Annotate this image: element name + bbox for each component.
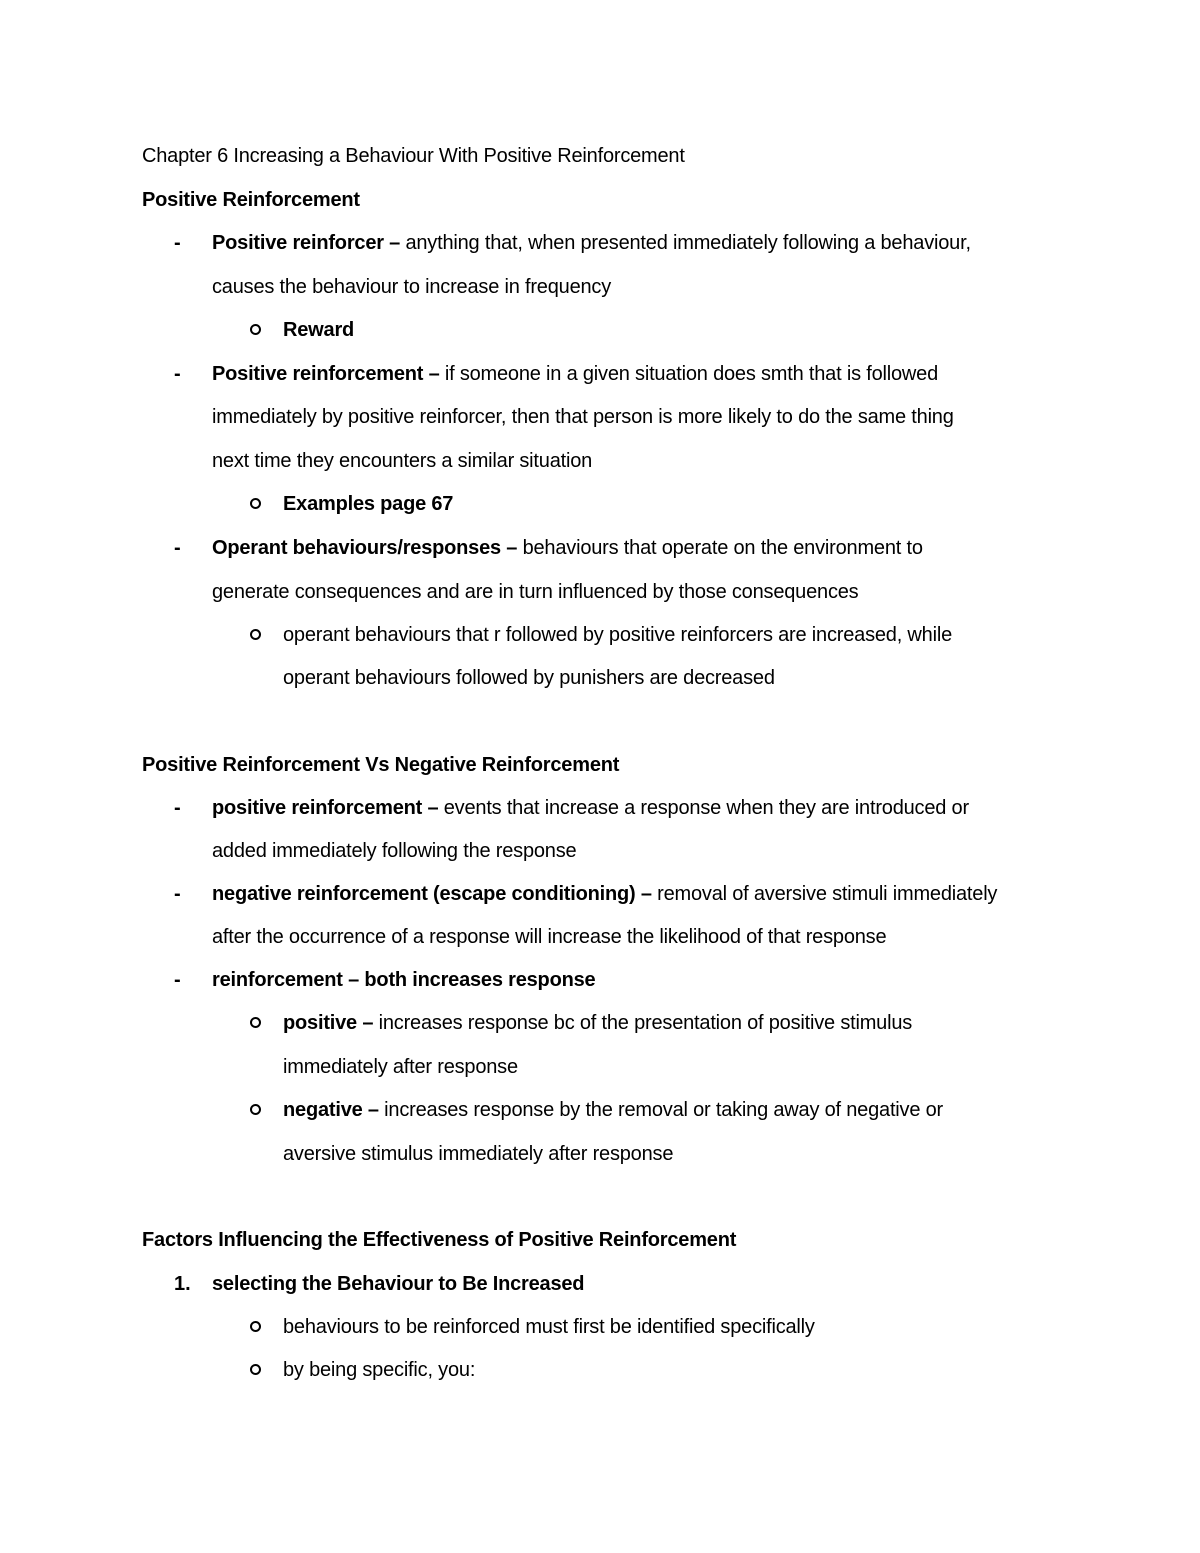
sub-item-continuation: immediately after response [283,1056,518,1078]
term: Positive reinforcer – [212,232,401,254]
list-item-continuation: immediately by positive reinforcer, then that person is more likely to do the same thing [212,406,954,428]
sub-item-reward: Reward [283,319,355,341]
term: negative reinforcement (escape conditioning) – [212,883,652,905]
list-item-continuation: generate consequences and are in turn influenced by those consequences [212,581,859,603]
sub-item-continuation: operant behaviours followed by punishers are decreased [283,667,775,689]
list-item-selecting-behaviour: selecting the Behaviour to Be Increased [212,1273,585,1295]
list-item-continuation: after the occurrence of a response will increase the likelihood of that response [212,926,887,948]
circle-bullet [250,498,261,509]
list-item-positive-reinforcer [212,230,971,256]
definition: removal of aversive stimuli immediately [651,883,998,905]
circle-bullet [250,1321,261,1332]
dash-bullet: - [174,363,181,385]
dash-bullet: - [174,883,181,905]
list-item-continuation: next time they encounters a similar situation [212,450,593,472]
section-heading-positive-reinforcement: Positive Reinforcement [142,189,360,211]
circle-bullet [250,1017,261,1028]
dash-bullet: - [174,969,181,991]
list-item-continuation: added immediately following the response [212,840,577,862]
circle-bullet [250,629,261,640]
numbered-marker: 1. [174,1273,191,1295]
dash-bullet: - [174,232,181,254]
list-item-reinforcement: reinforcement – both increases response [212,969,596,991]
dash-bullet: - [174,537,181,559]
definition: events that increase a response when they are introduced or [438,797,969,819]
circle-bullet [250,1104,261,1115]
definition: increases response bc of the presentation of positive stimulus [373,1012,913,1034]
sub-item-operant: operant behaviours that r followed by positive reinforcers are increased, while [283,624,953,646]
sub-item-specific: by being specific, you: [283,1359,476,1381]
term: positive – [283,1012,374,1034]
sub-item-identified: behaviours to be reinforced must first be identified specifically [283,1316,815,1338]
section-heading-factors: Factors Influencing the Effectiveness of Positive Reinforcement [142,1229,737,1251]
list-item-operant-behaviours [212,535,923,561]
circle-bullet [250,324,261,335]
definition: increases response by the removal or taking away of negative or [378,1099,944,1121]
definition: anything that, when presented immediately following a behaviour, [400,232,971,254]
list-item-negative-reinforcement-def [212,881,997,907]
sub-item-negative [283,1097,943,1123]
sub-item-positive [283,1010,912,1036]
term: negative – [283,1099,379,1121]
definition: behaviours that operate on the environment to [517,537,923,559]
list-item-positive-reinforcement [212,361,938,387]
term: Positive reinforcement – [212,363,440,385]
list-item-positive-reinforcement-def [212,795,969,821]
term: positive reinforcement – [212,797,439,819]
section-heading-pos-vs-neg: Positive Reinforcement Vs Negative Reinforcement [142,754,620,776]
circle-bullet [250,1364,261,1375]
definition: if someone in a given situation does smth that is followed [439,363,938,385]
document-title: Chapter 6 Increasing a Behaviour With Positive Reinforcement [142,145,685,167]
dash-bullet: - [174,797,181,819]
list-item-continuation: causes the behaviour to increase in frequency [212,276,612,298]
term: Operant behaviours/responses – [212,537,518,559]
sub-item-examples: Examples page 67 [283,493,454,515]
sub-item-continuation: aversive stimulus immediately after response [283,1143,674,1165]
